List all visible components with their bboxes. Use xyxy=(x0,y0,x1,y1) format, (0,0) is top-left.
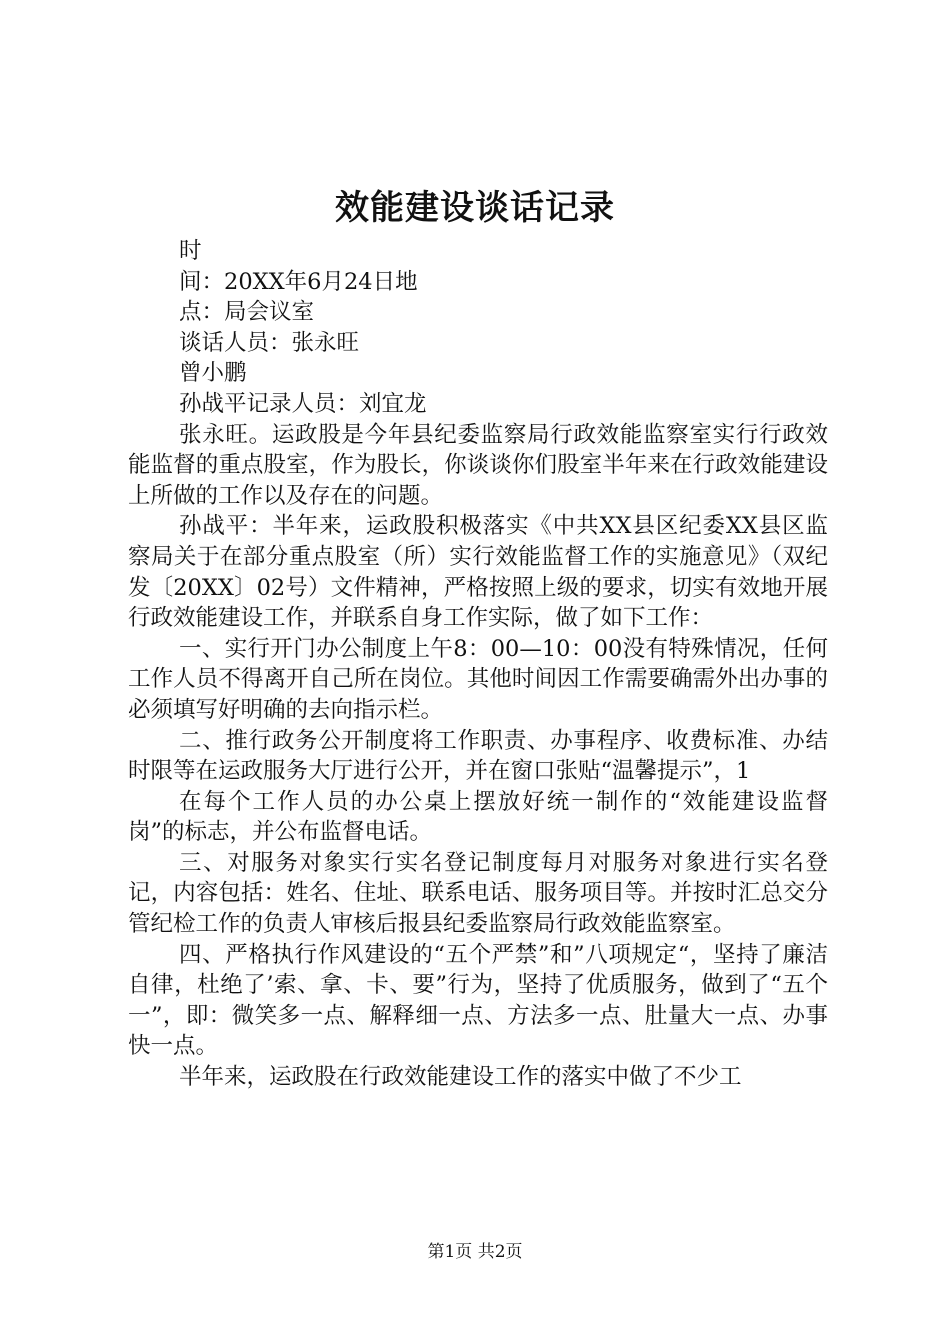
paragraph-7: 四、严格执行作风建设的“五个严禁”和”八项规定“，坚持了廉洁自律，杜绝了’索、拿、卡、要”行为，坚持了优质服务，做到了“五个一”，即：微笑多一点、解释细一点、方法多一点、肚量大一点、办事快一点。 xyxy=(128,941,828,1060)
meta-line-interviewer: 谈话人员：张永旺 xyxy=(179,329,360,356)
meta-line-time-1: 时 xyxy=(179,238,202,264)
paragraph-5: 在每个工作人员的办公桌上摆放好统一制作的“效能建设监督岗”的标志，并公布监督电话。 xyxy=(128,788,828,846)
paragraph-2: 孙战平：半年来，运政股积极落实《中共XX县区纪委XX县区监察局关于在部分重点股室（所）实行效能监督工作的实施意见》（双纪发〔20XX〕02号）文件精神，严格按照上级的要求，切实有效地开展行政效能建设工作，并联系自身工作实际，做了如下工作： xyxy=(128,513,828,632)
meta-line-time-2: 间：20XX年6月24日地 xyxy=(179,268,418,295)
paragraph-3: 一、实行开门办公制度上午8：00—10：00没有特殊情况，任何工作人员不得离开自己所在岗位。其他时间因工作需要确需外出办事的必须填写好明确的去向指示栏。 xyxy=(128,635,828,723)
meta-line-place: 点：局会议室 xyxy=(179,299,315,326)
paragraph-1: 张永旺。运政股是今年县纪委监察局行政效能监察室实行行政效能监督的重点股室，作为股长，你谈谈你们股室半年来在行政效能建设上所做的工作以及存在的问题。 xyxy=(128,421,828,509)
document-title: 效能建设谈话记录 xyxy=(335,188,615,228)
document-body xyxy=(128,236,828,1093)
paragraph-8: 半年来，运政股在行政效能建设工作的落实中做了不少工 xyxy=(179,1064,742,1091)
paragraph-6: 三、对服务对象实行实名登记制度每月对服务对象进行实名登记，内容包括：姓名、住址、联系电话、服务项目等。并按时汇总交分管纪检工作的负责人审核后报县纪委监察局行政效能监察室。 xyxy=(128,849,828,938)
paragraph-4: 二、推行政务公开制度将工作职责、办事程序、收费标准、办结时限等在运政服务大厅进行公开，并在窗口张贴“温馨提示”，1 xyxy=(128,727,828,785)
meta-line-recorder: 孙战平记录人员：刘宜龙 xyxy=(179,390,427,417)
page-footer: 第1页 共2页 xyxy=(427,1242,523,1262)
meta-line-participant: 曾小鹏 xyxy=(179,360,247,387)
